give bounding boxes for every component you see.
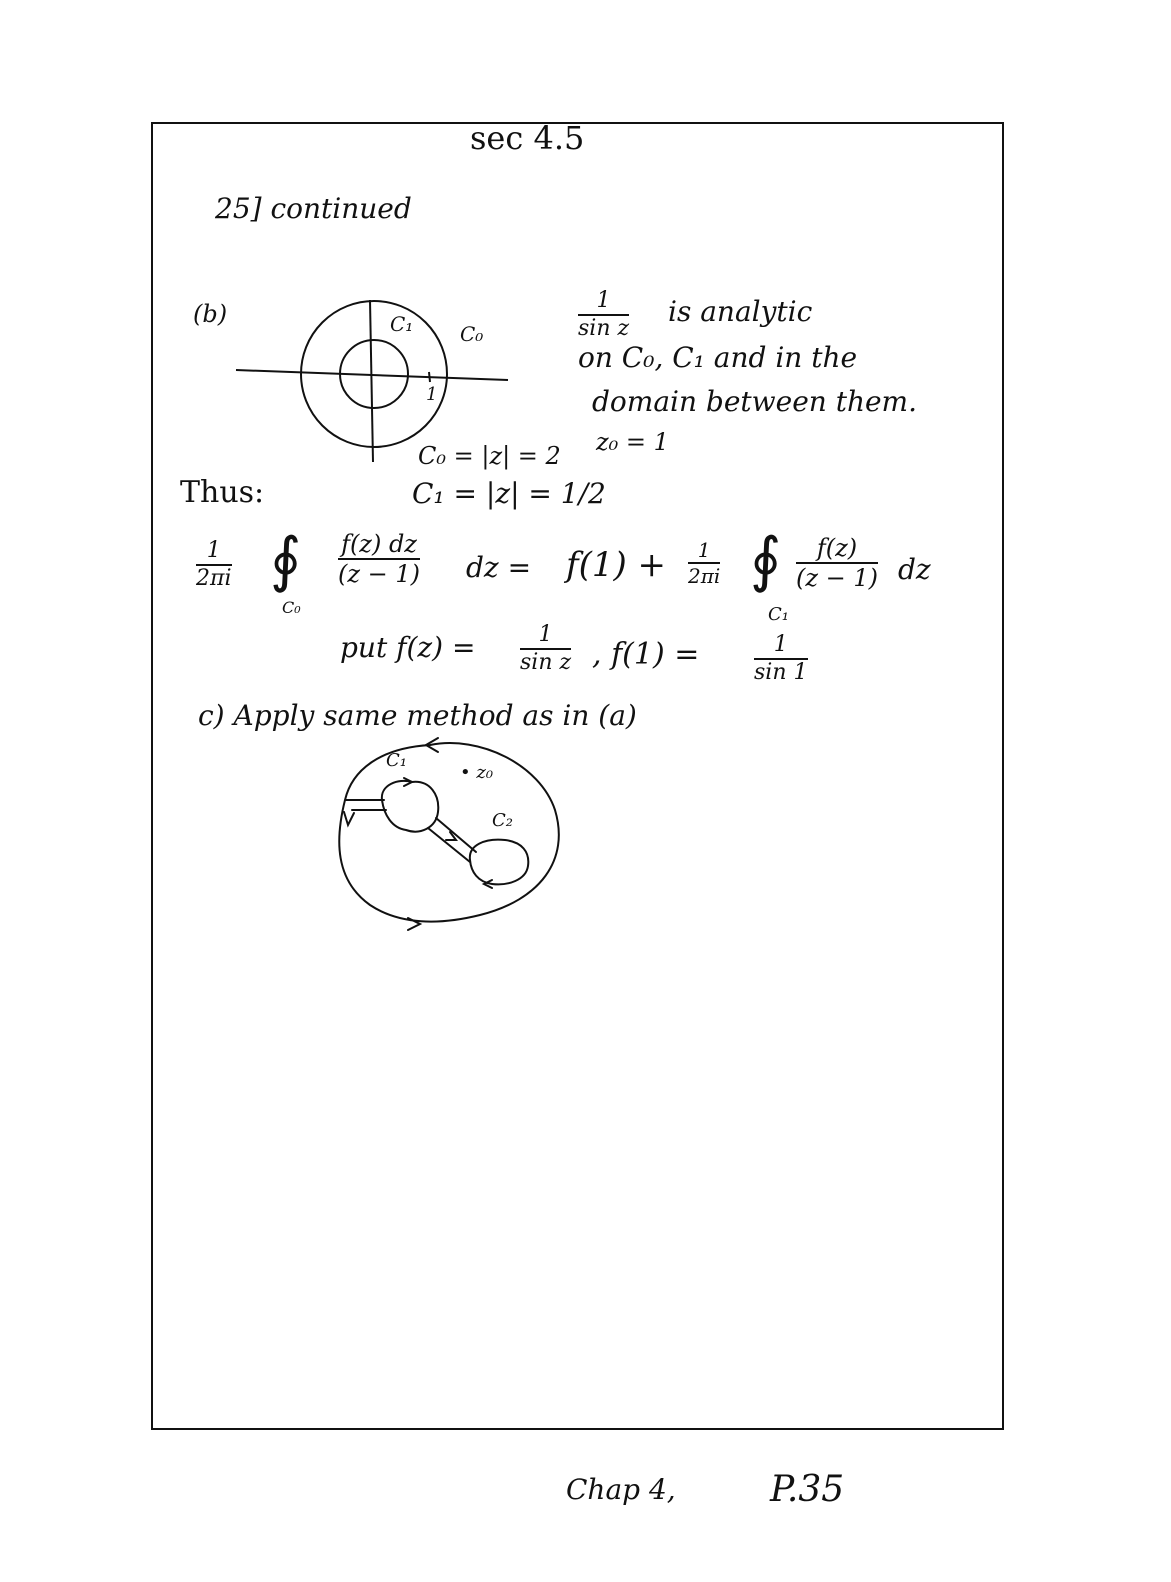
put-fraction-2 [754,634,808,684]
analytic-line2: on C₀, C₁ and in the [578,341,858,374]
footer-chapter: Chap 4, [566,1473,676,1506]
contour-c2 [470,840,528,885]
footer-page: P.35 [770,1469,845,1510]
put-middle: , f(1) = [592,637,700,672]
lhs-coef-num: 1 [196,540,232,566]
imag-axis [370,300,373,462]
thus-label: Thus: [180,475,265,510]
contour-diagram [339,738,559,930]
z0-value: z₀ = 1 [596,428,669,456]
rhs-coefficient [688,540,720,586]
lhs-integrand-num: f(z) dz [338,532,420,560]
contour-label-c1: C₁ [386,750,407,771]
rhs-contour-label: C₁ [768,604,789,625]
c1-definition: C₁ = |z| = 1/2 [412,477,606,510]
analytic-text: is analytic [668,295,813,328]
analytic-frac-den: sin z [578,316,630,341]
analytic-frac-num: 1 [578,290,629,316]
rhs-integrand-den: (z − 1) [796,564,879,592]
put-frac2-num: 1 [754,634,808,660]
label-c1: C₁ [390,312,414,336]
section-header: sec 4.5 [470,119,585,157]
label-one: 1 [426,384,438,405]
contour-label-c2: C₂ [492,810,513,831]
put-frac1-num: 1 [520,624,571,650]
lhs-coef-den: 2πi [196,566,232,591]
analytic-fraction [578,290,629,340]
rhs-integrand-num: f(z) [796,536,878,564]
outer-contour [339,743,559,921]
analytic-line3: domain between them. [592,385,918,418]
lhs-differential: dz = [466,551,532,584]
rhs-differential: dz [898,553,931,586]
label-c0: C₀ [460,322,484,346]
rhs-integrand [796,536,878,590]
eq-middle: f(1) + [566,545,667,585]
put-frac1-den: sin z [520,650,572,675]
part-b-label: (b) [193,300,228,328]
contour-c1 [382,781,438,832]
lhs-coefficient [196,540,232,590]
arrow-left [344,812,354,825]
put-fraction-1 [520,624,571,674]
put-frac2-den: sin 1 [754,660,808,685]
lhs-contour-label: C₀ [282,598,301,617]
rhs-coef-den: 2πi [688,564,721,588]
lhs-integrand [338,532,420,586]
part-c-text: c) Apply same method as in (a) [198,699,637,732]
lhs-integrand-den: (z − 1) [338,560,421,588]
rhs-coef-num: 1 [688,540,720,564]
problem-heading: 25] continued [215,192,412,225]
rhs-contour-integral: ∮ [750,525,782,595]
cut-2 [428,828,470,862]
put-lead: put f(z) = [340,631,476,664]
c0-definition: C₀ = |z| = 2 [418,442,561,470]
tick-one [429,372,430,382]
lhs-contour-integral: ∮ [270,525,302,595]
cut-1 [436,818,476,852]
contour-label-z0: • z₀ [460,762,494,783]
